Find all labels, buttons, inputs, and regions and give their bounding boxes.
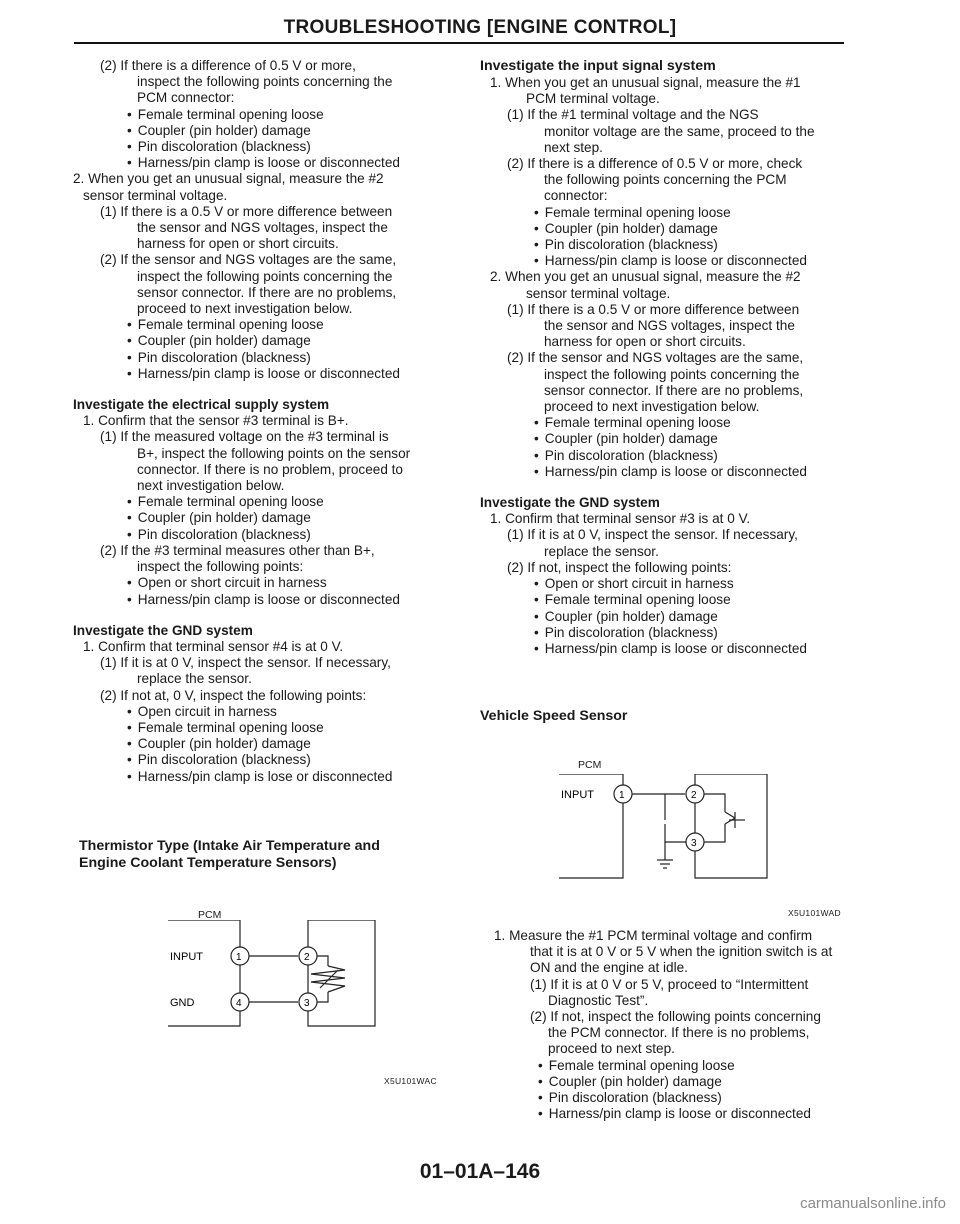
- page-title: TROUBLESHOOTING [ENGINE CONTROL]: [283, 17, 677, 38]
- section-heading: Investigate the input signal system: [480, 58, 716, 74]
- vss-diagram-pin-2: 2: [691, 790, 697, 801]
- text-line: (2) If the sensor and NGS voltages are the same,: [507, 350, 804, 366]
- bullet-item: • Harness/pin clamp is loose or disconnected: [480, 253, 860, 269]
- text-line: (1) If the #1 terminal voltage and the NGS: [507, 107, 759, 123]
- bullet-item: • Harness/pin clamp is loose or disconnected: [73, 366, 453, 382]
- bullet-item: • Harness/pin clamp is loose or disconnected: [73, 155, 453, 171]
- diagram-pin-1: 1: [236, 952, 242, 963]
- bullet-item: • Female terminal opening loose: [73, 317, 453, 333]
- vss-circuit-diagram: [555, 774, 795, 886]
- bullet-item: • Pin discoloration (blackness): [73, 527, 453, 543]
- text-line: (2) If there is a difference of 0.5 V or more,: [100, 58, 356, 73]
- watermark: carmanualsonline.info: [800, 1195, 946, 1212]
- vss-title: Vehicle Speed Sensor: [480, 708, 628, 724]
- vss-diagram-pcm-label: PCM: [578, 759, 602, 771]
- header-rule: [74, 42, 844, 44]
- text-line: 1. When you get an unusual signal, measure the #1: [490, 75, 801, 90]
- text-line: PCM connector:: [137, 90, 235, 106]
- bullet-item: • Female terminal opening loose: [484, 1058, 864, 1074]
- text-line: (2) If the #3 terminal measures other than B+,: [100, 542, 375, 558]
- bullet-item: • Female terminal opening loose: [480, 592, 860, 608]
- text-line: monitor voltage are the same, proceed to the: [544, 123, 815, 139]
- diagram-input-label: INPUT: [170, 951, 203, 963]
- text-line: 1. Measure the #1 PCM terminal voltage and confirm: [494, 928, 813, 943]
- thermistor-circuit-diagram: [150, 920, 385, 1030]
- bullet-item: • Coupler (pin holder) damage: [480, 431, 860, 447]
- bullet-item: • Open or short circuit in harness: [73, 575, 453, 591]
- text-line: (2) If the sensor and NGS voltages are the same,: [100, 252, 397, 268]
- text-line: 1. Confirm that terminal sensor #4 is at 0 V.: [83, 638, 344, 654]
- bullet-item: • Coupler (pin holder) damage: [484, 1074, 864, 1090]
- vss-diagram-pin-3: 3: [691, 838, 697, 849]
- thermistor-title: [79, 838, 380, 872]
- text-line: the sensor and NGS voltages, inspect the: [137, 220, 388, 236]
- diagram-code: X5U101WAC: [384, 1076, 437, 1086]
- bullet-item: • Open or short circuit in harness: [480, 576, 860, 592]
- vss-diagram-pin-1: 1: [619, 790, 625, 801]
- bullet-item: • Pin discoloration (blackness): [480, 625, 860, 641]
- text-line: (1) If it is at 0 V, inspect the sensor. If necessary,: [507, 527, 798, 543]
- right-column: [480, 58, 860, 657]
- text-line: (1) If it is at 0 V, inspect the sensor. If necessary,: [100, 655, 391, 671]
- bullet-item: • Pin discoloration (blackness): [480, 237, 860, 253]
- bullet-item: • Female terminal opening loose: [480, 415, 860, 431]
- bullet-item: • Harness/pin clamp is loose or disconnected: [480, 464, 860, 480]
- bullet-item: • Female terminal opening loose: [480, 205, 860, 221]
- text-line: (1) If it is at 0 V or 5 V, proceed to “Intermittent: [530, 976, 809, 992]
- text-line: the following points concerning the PCM: [544, 172, 787, 188]
- bullet-item: • Pin discoloration (blackness): [73, 139, 453, 155]
- text-line: inspect the following points concerning the: [544, 366, 800, 382]
- text-line: B+, inspect the following points on the sensor: [137, 445, 411, 461]
- text-line: next investigation below.: [137, 478, 285, 494]
- diagram-pin-4: 4: [236, 998, 242, 1009]
- text-line: replace the sensor.: [137, 671, 252, 687]
- vss-instructions: [484, 928, 864, 1122]
- bullet-item: • Female terminal opening loose: [73, 107, 453, 123]
- text-line: proceed to next investigation below.: [544, 399, 760, 415]
- text-line: sensor connector. If there are no problems,: [137, 284, 397, 300]
- text-line: connector. If there is no problem, proceed to: [137, 461, 403, 477]
- bullet-item: • Pin discoloration (blackness): [480, 448, 860, 464]
- thermistor-title-line: Engine Coolant Temperature Sensors): [79, 855, 337, 871]
- text-line: replace the sensor.: [544, 543, 659, 559]
- text-line: (1) If there is a 0.5 V or more difference between: [100, 203, 393, 219]
- text-line: proceed to next investigation below.: [137, 301, 353, 317]
- text-line: (1) If there is a 0.5 V or more difference between: [507, 301, 800, 317]
- diagram-gnd-label: GND: [170, 997, 195, 1009]
- section-heading: Investigate the GND system: [480, 495, 660, 511]
- thermistor-title-line: Thermistor Type (Intake Air Temperature and: [79, 838, 380, 854]
- text-line: 2. When you get an unusual signal, measure the #2: [490, 269, 801, 285]
- section-heading: Investigate the GND system: [73, 622, 253, 638]
- text-line: ON and the engine at idle.: [530, 960, 688, 976]
- bullet-item: • Coupler (pin holder) damage: [480, 221, 860, 237]
- bullet-item: • Harness/pin clamp is loose or disconnected: [73, 592, 453, 608]
- diagram-pcm-label: PCM: [198, 909, 222, 921]
- bullet-item: • Coupler (pin holder) damage: [73, 736, 453, 752]
- text-line: inspect the following points concerning the: [137, 268, 393, 284]
- bullet-item: • Harness/pin clamp is loose or disconnected: [480, 641, 860, 657]
- bullet-item: • Harness/pin clamp is loose or disconnected: [484, 1106, 864, 1122]
- text-line: (2) If there is a difference of 0.5 V or more, check: [507, 156, 803, 172]
- bullet-item: • Coupler (pin holder) damage: [73, 510, 453, 526]
- text-line: inspect the following points concerning the: [137, 74, 393, 90]
- text-line: (2) If not at, 0 V, inspect the following points:: [100, 687, 367, 703]
- text-line: sensor terminal voltage.: [526, 285, 671, 301]
- text-line: sensor terminal voltage.: [83, 187, 228, 203]
- text-line: that it is at 0 V or 5 V when the ignition switch is at: [530, 944, 833, 960]
- text-line: next step.: [544, 139, 603, 155]
- text-line: 1. Confirm that terminal sensor #3 is at 0 V.: [490, 511, 751, 527]
- section-heading: Investigate the electrical supply system: [73, 397, 330, 413]
- bullet-item: • Female terminal opening loose: [73, 720, 453, 736]
- bullet-item: • Pin discoloration (blackness): [73, 752, 453, 768]
- vss-diagram-code: X5U101WAD: [788, 908, 841, 918]
- text-line: 1. Confirm that the sensor #3 terminal is B+.: [83, 413, 349, 429]
- text-line: PCM terminal voltage.: [526, 91, 660, 107]
- text-line: inspect the following points:: [137, 559, 304, 575]
- text-line: Diagnostic Test”.: [548, 992, 649, 1008]
- text-line: sensor connector. If there are no problems,: [544, 382, 804, 398]
- bullet-item: • Female terminal opening loose: [73, 494, 453, 510]
- bullet-item: • Coupler (pin holder) damage: [73, 123, 453, 139]
- bullet-item: • Open circuit in harness: [73, 704, 453, 720]
- diagram-pin-2: 2: [304, 952, 310, 963]
- bullet-item: • Pin discoloration (blackness): [484, 1090, 864, 1106]
- text-line: the PCM connector. If there is no problems,: [548, 1025, 810, 1041]
- diagram-pin-3: 3: [304, 998, 310, 1009]
- text-line: connector:: [544, 188, 608, 204]
- text-line: (2) If not, inspect the following points:: [507, 559, 732, 575]
- text-line: the sensor and NGS voltages, inspect the: [544, 318, 795, 334]
- bullet-item: • Pin discoloration (blackness): [73, 350, 453, 366]
- bullet-item: • Coupler (pin holder) damage: [480, 609, 860, 625]
- text-line: 2. When you get an unusual signal, measure the #2: [73, 171, 384, 187]
- text-line: harness for open or short circuits.: [137, 236, 339, 252]
- text-line: (2) If not, inspect the following points concerning: [530, 1009, 821, 1025]
- bullet-item: • Coupler (pin holder) damage: [73, 333, 453, 349]
- text-line: harness for open or short circuits.: [544, 334, 746, 350]
- left-column: [73, 58, 453, 785]
- text-line: proceed to next step.: [548, 1041, 675, 1057]
- page-number: 01–01A–146: [419, 1160, 541, 1183]
- vss-diagram-input-label: INPUT: [561, 789, 594, 801]
- text-line: (1) If the measured voltage on the #3 terminal is: [100, 429, 389, 445]
- bullet-item: • Harness/pin clamp is lose or disconnected: [73, 769, 453, 785]
